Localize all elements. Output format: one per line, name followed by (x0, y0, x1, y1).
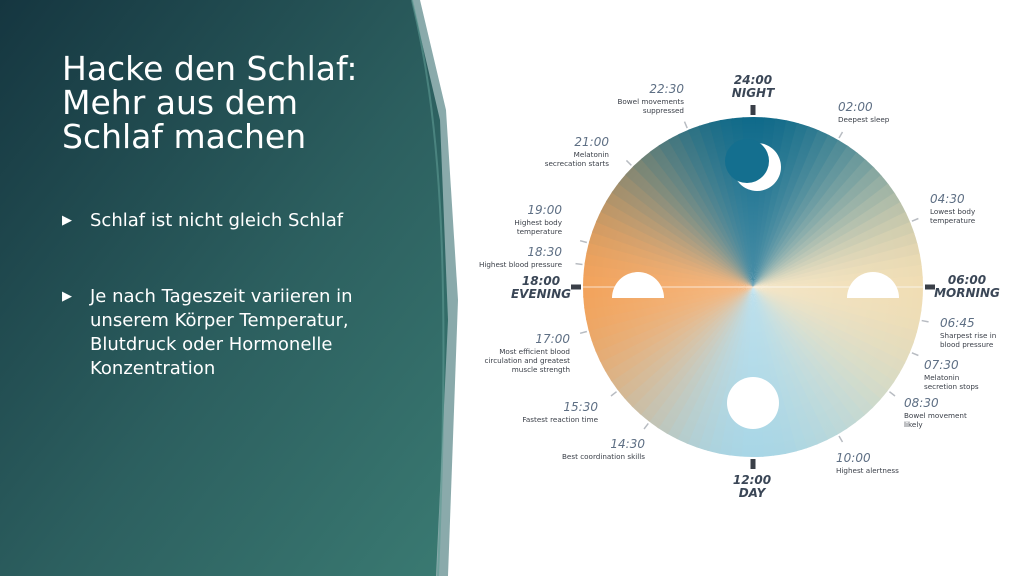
event-description: temperature (930, 216, 976, 225)
event-tick (576, 264, 583, 265)
event-time: 22:30 (649, 82, 684, 96)
event-description: Deepest sleep (838, 115, 890, 124)
event-description: blood pressure (940, 340, 994, 349)
event-time: 02:00 (838, 100, 873, 114)
event-description: suppressed (642, 106, 684, 115)
circadian-clock-diagram (470, 0, 1024, 576)
evening-label: EVENING (510, 287, 572, 301)
event-tick (580, 332, 587, 334)
event-time: 08:30 (904, 396, 939, 410)
event-description: muscle strength (511, 365, 570, 374)
event-description: Fastest reaction time (522, 415, 598, 424)
bullet-item (62, 209, 412, 233)
event-description: Lowest body (930, 207, 976, 216)
arrow-right-icon: ▶ (62, 213, 72, 228)
event-time: 07:30 (924, 358, 959, 372)
event-tick (626, 160, 631, 165)
event-tick (922, 321, 929, 322)
event-description: circulation and greatest (484, 356, 570, 365)
slide-title: Hacke den Schlaf: Mehr aus dem Schlaf machen (62, 49, 358, 156)
event-description: Highest body (514, 218, 562, 227)
sun-full-icon (727, 377, 779, 429)
morning-time-label: 06:00 (947, 273, 987, 287)
day-label: DAY (738, 486, 766, 500)
event-tick (912, 218, 918, 221)
evening-time-label: 18:00 (521, 274, 561, 288)
event-description: Most efficient blood (499, 347, 570, 356)
event-time: 15:30 (563, 400, 598, 414)
event-description: Sharpest rise in (940, 331, 997, 340)
event-description: Highest alertness (836, 466, 899, 475)
event-time: 21:00 (574, 135, 609, 149)
event-description: Highest blood pressure (478, 260, 562, 269)
event-description: Bowel movement (904, 411, 967, 420)
event-time: 06:45 (940, 316, 975, 330)
event-description: Melatonin (924, 373, 960, 382)
event-time: 18:30 (527, 245, 562, 259)
event-time: 04:30 (930, 192, 965, 206)
event-tick (611, 392, 617, 396)
event-description: Melatonin (573, 150, 609, 159)
event-description: secretion stops (924, 382, 979, 391)
event-time: 14:30 (610, 437, 645, 451)
event-time: 10:00 (836, 451, 871, 465)
event-tick (839, 436, 843, 442)
morning-label: MORNING (934, 286, 1000, 300)
event-time: 17:00 (535, 332, 570, 346)
event-tick (580, 241, 587, 243)
bullet-text: Schlaf ist nicht gleich Schlaf (90, 210, 344, 231)
event-time: 19:00 (527, 203, 562, 217)
event-tick (889, 392, 895, 396)
event-tick (839, 132, 843, 138)
bullet-text: Je nach Tageszeit variieren in unserem Körper Temperatur, Blutdruck oder Hormonelle Konzentration (90, 286, 353, 379)
day-time-label: 12:00 (732, 473, 772, 487)
event-description: temperature (516, 227, 562, 236)
event-description: Bowel movements (617, 97, 684, 106)
bullet-item (62, 285, 412, 381)
night-time-label: 24:00 (733, 73, 773, 87)
event-tick (644, 423, 648, 429)
event-description: secrecation starts (544, 159, 609, 168)
event-tick (912, 353, 918, 356)
event-description: likely (904, 420, 923, 429)
night-label: NIGHT (731, 86, 775, 100)
event-tick (684, 122, 687, 128)
event-description: Best coordination skills (562, 452, 645, 461)
arrow-right-icon: ▶ (62, 289, 72, 304)
